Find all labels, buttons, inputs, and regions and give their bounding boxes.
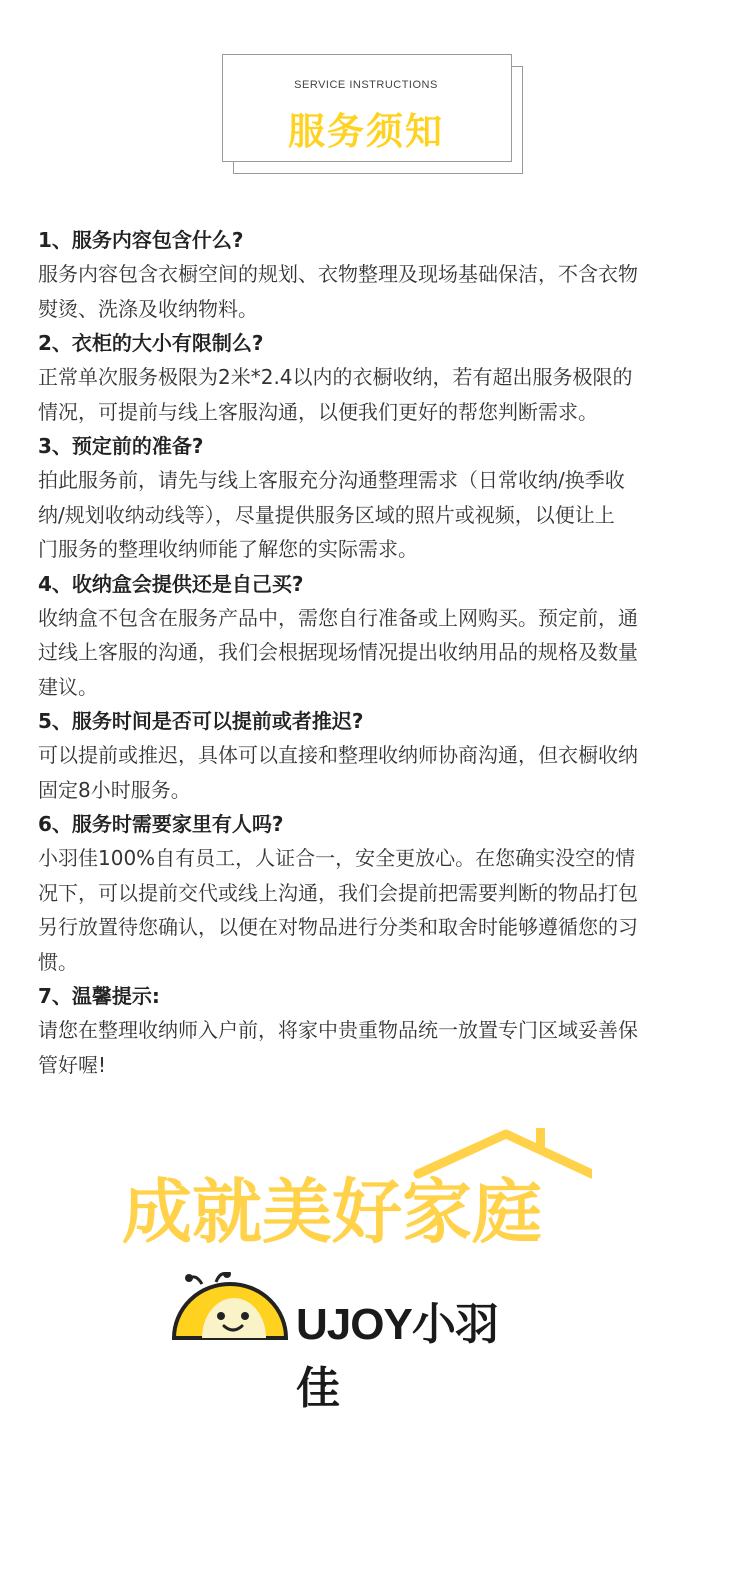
chimney-icon — [536, 1128, 545, 1150]
faq-answer-line: 小羽佳100%自有员工，人证合一，安全更放心。在您确实没空的情 — [38, 846, 636, 870]
faq-item — [38, 979, 678, 1082]
faq-answer-line: 门服务的整理收纳师能了解您的实际需求。 — [38, 537, 418, 561]
faq-item — [38, 704, 678, 807]
page-title: 服务须知 — [288, 110, 444, 153]
header-subtitle: SERVICE INSTRUCTIONS — [294, 79, 438, 91]
faq-answer-line: 管好喔! — [38, 1052, 107, 1077]
faq-question: 5、服务时间是否可以提前或者推迟? — [38, 709, 364, 733]
faq-answer-line: 正常单次服务极限为2米*2.4以内的衣橱收纳，若有超出服务极限的 — [38, 365, 633, 389]
faq-question: 2、衣柜的大小有限制么? — [38, 331, 264, 355]
faq-answer-line: 建议。 — [38, 674, 98, 699]
faq-item — [38, 223, 678, 326]
faq-answer-line: 过线上客服的沟通，我们会根据现场情况提出收纳用品的规格及数量 — [38, 640, 638, 664]
faq-item — [38, 326, 678, 429]
faq-question: 7、温馨提示: — [38, 984, 160, 1008]
faq-item — [38, 807, 678, 979]
faq-question: 4、收纳盒会提供还是自己买? — [38, 571, 304, 596]
roof-icon — [418, 1134, 592, 1174]
faq-question: 1、服务内容包含什么? — [38, 228, 244, 252]
faq-item — [38, 567, 678, 705]
faq-answer-line: 服务内容包含衣橱空间的规划、衣物整理及现场基础保洁，不含衣物 — [38, 262, 638, 286]
faq-question: 6、服务时需要家里有人吗? — [38, 812, 284, 836]
faq-answer-line: 收纳盒不包含在服务产品中，需您自行准备或上网购买。预定前，通 — [38, 605, 638, 630]
section-header — [222, 54, 510, 160]
brand-logo — [172, 1272, 532, 1413]
faq-answer-line: 纳/规划收纳动线等），尽量提供服务区域的照片或视频，以便让上 — [38, 502, 615, 527]
faq-question: 3、预定前的准备? — [38, 434, 204, 458]
faq-answer-line: 请您在整理收纳师入户前，将家中贵重物品统一放置专门区域妥善保 — [38, 1018, 638, 1042]
brand-name: UJOY小羽佳 — [296, 1300, 498, 1413]
faq-answer-line: 可以提前或推迟，具体可以直接和整理收纳师协商沟通，但衣橱收纳 — [38, 743, 638, 767]
faq-answer-line: 固定8小时服务。 — [38, 777, 191, 802]
bee-mascot-icon — [172, 1272, 292, 1344]
faq-answer-line: 另行放置待您确认，以便在对物品进行分类和取舍时能够遵循您的习 — [38, 915, 638, 939]
faq-answer-line: 况下，可以提前交代或线上沟通，我们会提前把需要判断的物品打包 — [38, 880, 638, 905]
faq-answer-line: 熨烫、洗涤及收纳物料。 — [38, 296, 258, 321]
slogan-text: 成就美好家庭 — [122, 1171, 542, 1248]
faq-item — [38, 429, 678, 567]
faq-answer-line: 惯。 — [38, 949, 78, 974]
faq-list — [38, 223, 678, 1082]
faq-answer-line: 拍此服务前，请先与线上客服充分沟通整理需求（日常收纳/换季收 — [38, 468, 625, 492]
faq-answer-line: 情况，可提前与线上客服沟通，以便我们更好的帮您判断需求。 — [38, 399, 598, 424]
slogan-graphic — [122, 1128, 592, 1248]
